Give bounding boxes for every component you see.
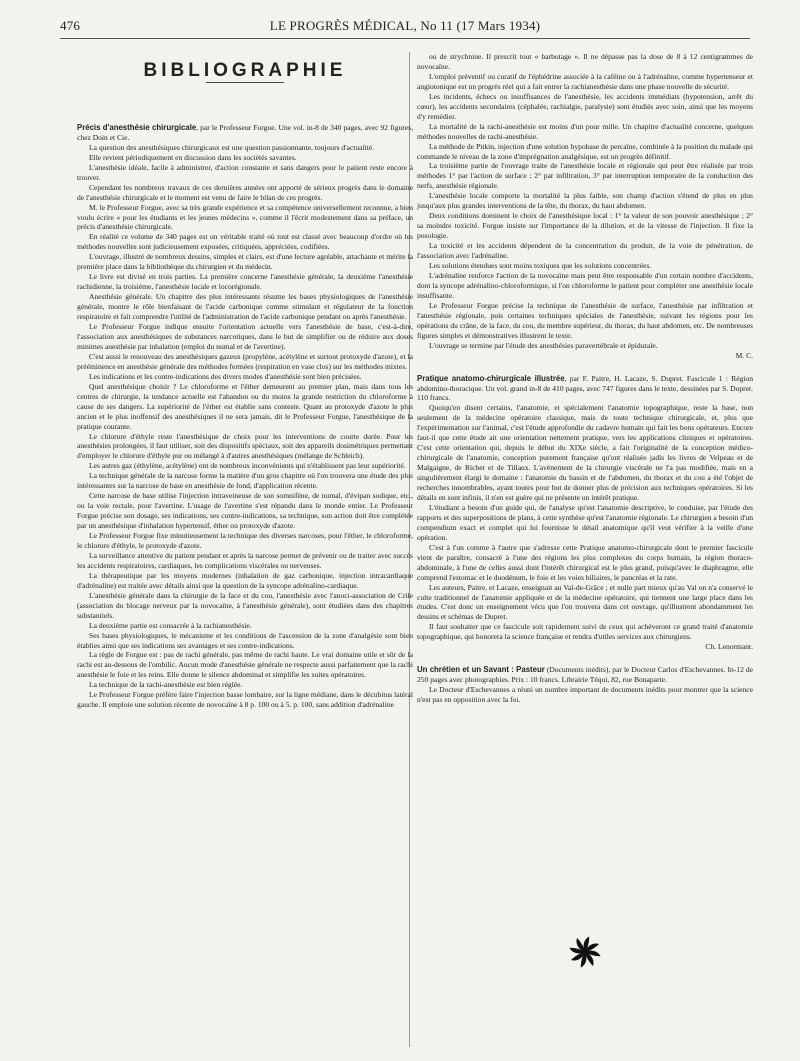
paragraph: Cependant les nombreux travaux de ces dernières années ont apporté de sérieux progrès dans le domaine de l'anesthésie chirurgicale et le moment est venu de faire le bilan de ces progrès. — [77, 182, 413, 202]
paragraph: C'est aussi le renouveau des anesthésiques gazeux (propylène, acétylène et surtout protoxyde d'azote), et la prééminence en anesthésie générale des méthodes fermées (respiration en vase clos) sur les méthodes mixtes. — [77, 351, 413, 371]
left-column — [77, 52, 413, 710]
paragraph: L'anesthésie générale dans la chirurgie de la face et du cou, l'anesthésie avec l'anoci-association de Crile (association du blocage nerveux par la novocaïne, à l'anesthésie générale), sont étudiées dans des chapitres substantiels. — [77, 590, 413, 620]
paragraph: C'est à l'un comme à l'autre que s'adresse cette Pratique anatomo-chirurgicale dont le premier fascicule vient de paraître, consacré à l'une des régions les plus complexes du corps humain, la région thoraco-abdominale, à l'une de celles aussi dont l'intérêt chirurgical est le plus grand, puisqu'avec le diaphragme, elle comprend l'estomac et le duodénum, le foie et les voies biliaires, le pancréas et la rate. — [417, 542, 753, 582]
paragraph: Le Professeur Forgue fixe minutieusement la technique des diverses narcoses, pour l'éther, le chloroforme, le chlorure d'éthyle, le protoxyde d'azote. — [77, 531, 413, 550]
paragraph: Quoiqu'en disent certains, l'anatomie, et spécialement l'anatomie topographique, reste la base, non seulement de la médecine opératoire classique, mais de toute technique chirurgicale, et, plus que l'expérimentation sur l'animal, c'est l'étude approfondie du cadavre humain qui fait les bons opérateurs. Encore faut-il que cette étude ait une orientation nettement pratique, vers les applications cliniques et opératoires. C'est cette orientation qui, depuis le début du XIXe siècle, a fait l'originalité de la conception médico-chirurgicale de l'anatomie, conception purement française qu'ont réalisée jadis les livres de Velpeau et de Malgaigne, de Richet et de Tillaux. L'avènement de la chirurgie viscérale ne l'a pas modifiée, mais en a singulièrement élargi le domaine : l'anatomie du bassin et de l'abdomen, du thorax et du cou a été l'objet de recherches innombrables, ayant toutes pour but de donner plus de précision aux techniques opératoires. Si les détails en sont infinis, il n'en est guère qui ne présente un intérêt pratique. — [417, 403, 753, 502]
entry2-signature: Ch. Lenormant. — [705, 642, 753, 652]
paragraph: Les indications et les contre-indications des divers modes d'anesthésie sont bien précisées. — [89, 371, 362, 381]
paragraph: La question des anesthésiques chirurgicaux est une question passionnante, toujours d'actualité. — [89, 142, 374, 152]
paragraph: Le Professeur Forgue préfère faire l'injection basse lombaire, sur la ligne médiane, dans le décubitus latéral gauche. Il emploie une solution récente de novocaïne à 8 p. 100 ou à 5. p. 100, sans addition d'adrénaline — [77, 690, 413, 710]
entry2-heading — [417, 374, 753, 404]
paragraph: L'emploi préventif ou curatif de l'éphédrine associée à la caféine ou à l'adrénaline, comme hypertenseur et angiotonique est un progrès réel qui a fait entrer la rachianesthésie dans une phase nouvelle de sécurité. — [417, 71, 753, 91]
paragraph: La deuxième partie est consacrée à la rachianesthésie. — [89, 620, 252, 630]
paragraph: La technique générale de la narcose forme la matière d'un gros chapitre où l'on trouvera une étude des plus intéressantes sur la narcose de base en anesthésie de fond, d'application récente. — [77, 471, 413, 491]
paragraph: Les solutions étendues sont moins toxiques que les solutions concentrées. — [429, 261, 652, 271]
entry1-byline: , par le Professeur Forgue. Une vol. in-8 de 340 pages, avec 92 figures, chez Doin et Cie. — [77, 122, 413, 142]
paragraph: Quel anesthésique choisir ? Le chloroforme et l'éther demeurent au premier plan, mais dans tous les centres de chirurgie, la tendance actuelle est l'abandon ou du moins la grande restriction du chloroforme à cause de ses dangers. La supériorité de l'éther est établie sans conteste. Quant au protoxyde d'azote le plus ancien et le plus inoffensif des anesthésiques il ne sera jamais, dit le Professeur Forgue, l'anesthésique de la pratique courante. — [77, 381, 413, 431]
paragraph: La règle de Forgue est : pas de rachi générale, pas même de rachi haute. Le vrai domaine utile et sûr de la rachi est au-dessous de l'ombilic. Aucun mode d'anesthésie générale ne respecte aussi parfaitement que la rachi anesthésie le foie et les reins. Elle donne le silence abdominal et simplifie les suites opératoires. — [77, 650, 413, 680]
paragraph: Il faut souhaiter que ce fascicule soit rapidement suivi de ceux qui achèveront ce grand traité d'anatomie topographique, qui honorera la science française et rendra d'utiles services aux chirurgiens. — [417, 622, 753, 642]
paragraph: Le livre est divisé en trois parties. La première concerne l'anesthésie générale, la deuxième l'anesthésie rachidienne, la troisième, l'anesthésie locale et locorégionale. — [77, 272, 413, 292]
section-title: BIBLIOGRAPHIE — [143, 60, 347, 81]
paragraph: Ses bases physiologiques, le mécanisme et les conditions de l'ascension de la zone d'analgésie sont bien établies ainsi que ses indications ses avantages et ses contre-indications. — [77, 630, 413, 650]
paragraph: La thérapeutique par les moyens modernes (inhalation de gaz carbonique, injection intracardiaque d'adrénaline) est traitée avec détails ainsi que la question de la syncope adrénalino-cardiaque. — [77, 570, 413, 590]
entry3-byline: (Documents inédits), par le Docteur Carlos d'Eschevannes. In-12 de 250 pages avec photographies. Prix : 10 francs. Librairie Téqui, 82, rue Bonaparte. — [417, 665, 754, 685]
paragraph: L'ouvrage se termine par l'étude des anesthésies paravertébrale et épidurale. — [429, 340, 658, 350]
entry1-signature: M. C. — [735, 350, 753, 360]
entry1-left-body — [77, 143, 413, 710]
paragraph: La toxicité et les accidents dépendent de la concentration du produit, de la voie de pénétration, de l'association avec l'adrénaline. — [417, 241, 753, 261]
paragraph: L'étudiant a besoin d'un guide qui, de l'analyse qu'est l'anatomie descriptive, le conduise, par l'étude des rapports et des superpositions de plans, à cette synthèse qu'est l'anatomie régionale. Le chirurgien a besoin d'un compendium exact et complet qui lui fournisse le détail anatomique qu'il veut vérifier à la veille d'une opération. — [417, 502, 753, 542]
paragraph: Anesthésie générale. Un chapitre des plus intéressants résume les bases physiologiques de l'anesthésie générale, montre le rôle bienfaisant de l'acide carbonique comme stimulant et régulateur de la fonction respiratoire et fait comprendre l'utilité de l'administration de l'acide carbonique pendant ou après l'anesthésie. — [77, 292, 413, 322]
paragraph: M. le Professeur Forgue, avec sa très grande expérience et sa compétence universellement reconnue, a bien voulu écrire « pour les étudiants et les jeunes médecins », comme il l'écrit modestement dans sa préface, un précis d'anesthésie chirurgicale. — [77, 202, 413, 232]
entry3-heading — [417, 665, 753, 685]
entry1-heading — [77, 123, 413, 143]
pinwheel-ornament-icon — [565, 932, 605, 972]
running-title: LE PROGRÈS MÉDICAL, No 11 (17 Mars 1934) — [269, 18, 541, 33]
page-number: 476 — [60, 18, 81, 33]
paragraph: Le Professeur Forgue indique ensuite l'orientation actuelle vers l'anesthésie de base, c'est-à-dire, l'association aux anesthésiques de substances narcotiques, dans le but de simplifier ou de réduire aux doses minimes anesthésie par inhalation (emploi du numal et de l'avertine). — [77, 322, 413, 351]
paragraph: La surveillance attentive du patient pendant et après la narcose permet de prévenir ou de traiter avec succès les accidents respiratoires, cardiaques, les complications viscérales ou nerveuses. — [77, 550, 413, 570]
paragraph: Elle revient périodiquement en discussion dans les sociétés savantes. — [89, 152, 297, 162]
entry2-byline: , par F. Paitre, H. Lacaze, S. Dupret. Fascicule 1 : Région abdomino-thoracique. Un vol. grand in-8 de 410 pages, avec 747 figures dans le texte, dessinées par S. Dupret. 110 francs. — [417, 373, 753, 403]
entry1-title: Précis d'anesthésie chirurgicale — [77, 122, 197, 132]
entry2-title: Pratique anatomo-chirurgicale illustrée — [417, 373, 565, 383]
paragraph: La méthode de Pitkin, injection d'une solution hypobase de percaïne, combinée à la position du malade qui commande le niveau de la zone d'imprégnation analgésique, est un progrès définitif. — [417, 141, 753, 161]
paragraph: L'anesthésie idéale, facile à administrer, d'action constante et sans dangers pour le patient reste encore à trouver. — [77, 162, 413, 182]
right-column — [417, 52, 753, 705]
paragraph: L'anesthésie locale comporte la mortalité la plus faible, son champ d'action s'étend de plus en plus jusqu'aux plus grandes interventions de la tête, du thorax, du haut abdomen. — [417, 191, 753, 211]
title-rule — [206, 82, 284, 83]
paragraph: Les auteurs, Paitre, et Lacaze, enseignait au Val-de-Grâce ; et nulle part mieux qu'au Val on n'a conservé le culte traditionnel de l'anatomie appliquée et de la médecine opératoire, qui tiennent une large place dans les études. C'est donc un enseignement vécu que l'on trouvera dans cet ouvrage, qu'illustrent abondamment les dessins et schémas de Dupret. — [417, 582, 753, 622]
paragraph: L'ouvrage, illustré de nombreux dessins, simples et clairs, est d'une lecture agréable, attachante et mérite la première place dans la bibliothèque du chirurgien et du médecin. — [77, 252, 413, 272]
entry3-title: Un chrétien et un Savant : Pasteur — [417, 665, 545, 675]
running-header — [60, 18, 750, 36]
paragraph: ou de strychnine. Il prescrit tout « barbotage ». Il ne dépasse pas la dose de 8 à 12 centigrammes de novocaïne. — [417, 52, 753, 71]
paragraph: Cette narcose de base utilise l'injection intraveineuse de son somnifène, de numal, d'évipan sodique, etc., ou la voie rectale, pour l'avertine. L'usage de l'avertine s'est répandu dans le monde entier. Le Professeur Forgue précise son dosage, ses indications, ses contre-indications, sa technique, son action doit être complétée par un anesthésique d'inhalation hypertensif, éther ou protoxyde d'azote. — [77, 491, 413, 531]
paragraph: L'adrénaline renforce l'action de la novocaïne mais peut être responsable d'un certain nombre d'accidents, dont la syncope adrénalino-chloroformique, si l'on chloroforme le patient pour compléter une anesthésie locale insuffisante. — [417, 270, 753, 300]
paragraph: Les autres gaz (éthylène, acétylène) ont de nombreux inconvénients qui n'établissent pas leur supériorité. — [89, 461, 406, 471]
entry1-right-body — [417, 52, 753, 351]
paragraph: Le Docteur d'Eschevannes a réuni un nombre important de documents inédits pour montrer que la science n'est pas en opposition avec la foi. — [417, 685, 753, 705]
paragraph: La troisième partie de l'ouvrage traite de l'anesthésie locale et régionale qui peut être réalisée par trois méthodes 1° par l'action de surface ; 2° par infiltration, 3° par interruption temporaire de la conduction des nerfs, anesthésie régionale. — [417, 161, 753, 191]
paragraph: La mortalité de la rachi-anesthésie est moins d'un pour mille. Un chapitre d'actualité concerne, quelques méthodes nouvelles de rachi-anesthésie. — [417, 121, 753, 141]
paragraph: Le Professeur Forgue précise la technique de l'anesthésie de surface, l'anesthésie par infiltration et l'anesthésie régionale, puis certaines techniques spéciales de l'anesthésie, suivant les régions pour les opérations du crâne, de la face, du cou, du membre supérieur, du thorax, du haut abdomen, etc. De nombreuses figures simples et démonstratives illustrent le texte. — [417, 300, 753, 340]
entry3-body — [417, 685, 753, 705]
paragraph: Deux conditions dominent le choix de l'anesthésique local : 1° la valeur de son pouvoir anesthésique ; 2° sa moindre toxicité. Forgue insiste sur l'importance de la dilution, et de la vitesse de l'injection. Il fixe la posologie. — [417, 211, 753, 241]
paragraph: En réalité ce volume de 340 pages est un véritable traité où tout est classé avec beaucoup d'ordre où les méthodes nouvelles sont judicieusement exposées, critiquées, appréciées, codifiées. — [77, 232, 413, 252]
paragraph: Les incidents, échecs ou insuffisances de l'anesthésie, les accidents immédiats (hypotension, arrêt du cœur), les accidents secondaires (céphalée, rachialgie, paralysie) sont étudiés avec soin, ainsi que les moyens d'y remédier. — [417, 91, 753, 121]
paragraph: La technique de la rachi-anesthésie est bien réglée. — [89, 680, 243, 690]
header-rule — [60, 38, 750, 39]
paragraph: Le chlorure d'éthyle reste l'anesthésique de choix pour les interventions de courte durée. Pour les anesthésies prolongées, il faut utiliser, soit des dispositifs spéciaux, soit des appareils dosimétriques permettant d'employer le chlorure d'éthyle pur ou mélangé à d'autres anesthésiques (mélange de Schleich). — [77, 431, 413, 461]
entry2-body — [417, 403, 753, 642]
